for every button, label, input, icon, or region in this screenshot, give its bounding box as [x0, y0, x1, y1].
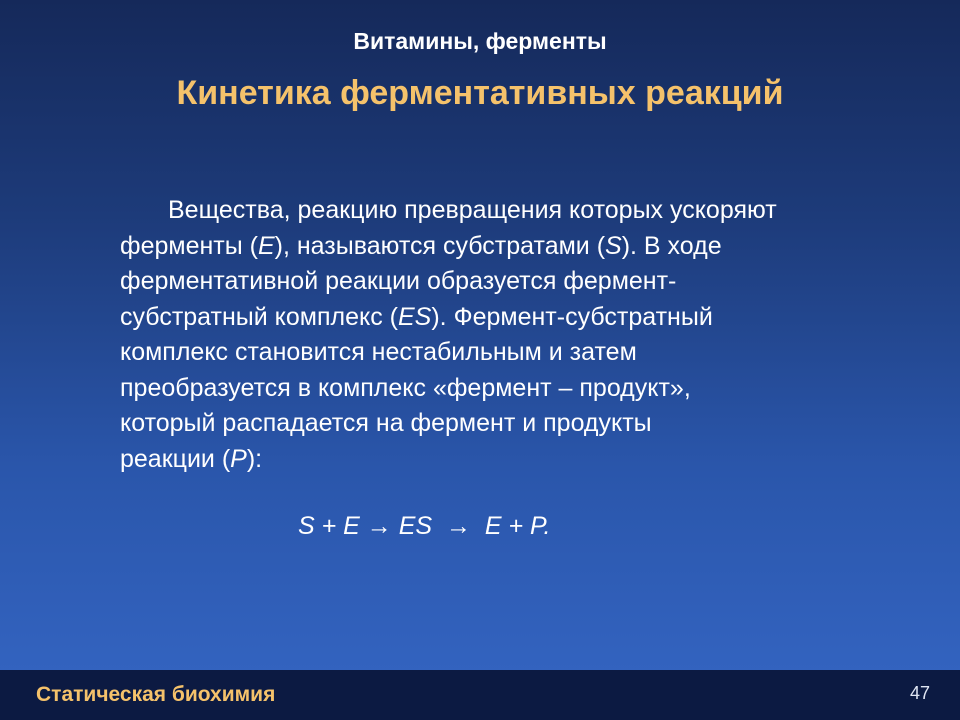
paragraph-line: комплекс становится нестабильным и затем: [120, 338, 637, 366]
reaction-formula: S + E → ES → E + P.: [298, 512, 551, 540]
slide-header: Витамины, ферменты: [353, 28, 607, 54]
slide-paragraph: [120, 193, 840, 477]
enzyme-symbol: Е: [257, 231, 275, 260]
paragraph-line: Вещества, реакцию превращения которых ускоряют: [168, 196, 777, 224]
paragraph-line: реакции (Р):: [120, 444, 263, 473]
slide-title: Кинетика ферментативных реакций: [176, 74, 784, 112]
footer-title: Статическая биохимия: [36, 683, 276, 706]
substrate-symbol: S: [605, 231, 622, 260]
page-number: 47: [909, 683, 930, 703]
complex-symbol: ES: [398, 302, 432, 331]
paragraph-line: преобразуется в комплекс «фермент – продукт»,: [120, 373, 691, 402]
paragraph-line: субстратный комплекс (ES). Фермент-субстратный: [120, 302, 713, 331]
paragraph-line: ферменты (Е), называются субстратами (S). В ходе: [120, 231, 722, 260]
product-symbol: Р: [230, 444, 247, 473]
paragraph-line: ферментативной реакции образуется фермент-: [120, 267, 677, 295]
paragraph-line: который распадается на фермент и продукты: [120, 409, 652, 437]
